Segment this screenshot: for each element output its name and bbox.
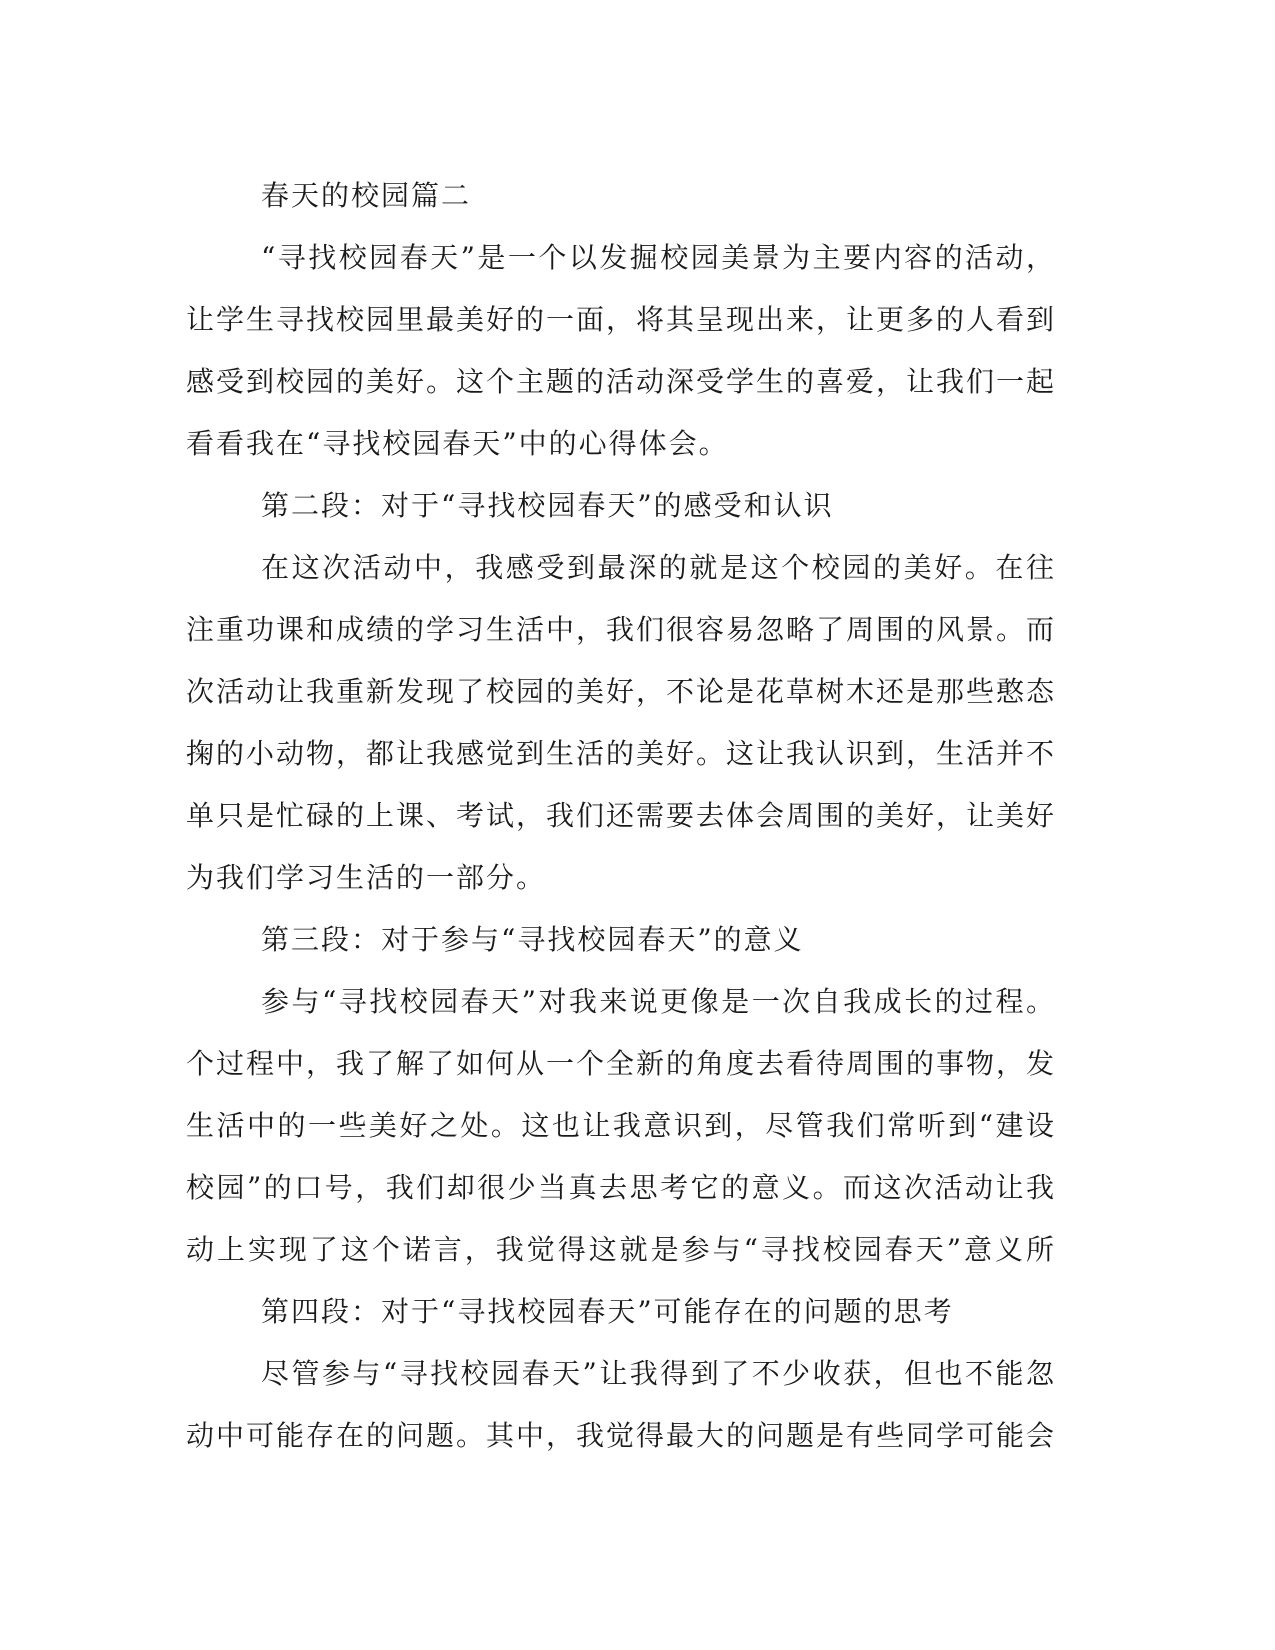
section-heading: 第二段：对于“寻找校园春天”的感受和认识	[261, 489, 834, 522]
paragraph-line: 注重功课和成绩的学习生活中，我们很容易忽略了周围的风景。而	[186, 613, 1056, 646]
paragraph-line: 看看我在“寻找校园春天”中的心得体会。	[186, 427, 729, 460]
paragraph-line: 感受到校园的美好。这个主题的活动深受学生的喜爱，让我们一起	[186, 365, 1056, 398]
paragraph-line: 单只是忙碌的上课、考试，我们还需要去体会周围的美好，让美好	[186, 799, 1056, 832]
document-body	[186, 165, 1056, 1467]
paragraph-line: 尽管参与“寻找校园春天”让我得到了不少收获，但也不能忽	[261, 1357, 1056, 1390]
paragraph-line: 为我们学习生活的一部分。	[186, 861, 547, 894]
paragraph-line: 生活中的一些美好之处。这也让我意识到，尽管我们常听到“建设	[186, 1109, 1056, 1142]
section-heading: 春天的校园篇二	[261, 179, 472, 212]
paragraph-line: 次活动让我重新发现了校园的美好，不论是花草树木还是那些憨态	[186, 675, 1056, 708]
paragraph-line: 动中可能存在的问题。其中，我觉得最大的问题是有些同学可能会	[186, 1419, 1056, 1452]
paragraph-line: 校园”的口号，我们却很少当真去思考它的意义。而这次活动让我	[186, 1171, 1056, 1204]
paragraph-line: “寻找校园春天”是一个以发掘校园美景为主要内容的活动，	[261, 241, 1056, 274]
section-heading: 第三段：对于参与“寻找校园春天”的意义	[261, 923, 804, 956]
paragraph-line: 个过程中，我了解了如何从一个全新的角度去看待周围的事物，发	[186, 1047, 1056, 1080]
paragraph-line: 让学生寻找校园里最美好的一面，将其呈现出来，让更多的人看到	[186, 303, 1056, 336]
paragraph-line: 动上实现了这个诺言，我觉得这就是参与“寻找校园春天”意义所	[186, 1233, 1056, 1266]
paragraph-line: 参与“寻找校园春天”对我来说更像是一次自我成长的过程。	[261, 985, 1056, 1018]
paragraph-line: 在这次活动中，我感受到最深的就是这个校园的美好。在往	[261, 551, 1056, 584]
paragraph-line: 掬的小动物，都让我感觉到生活的美好。这让我认识到，生活并不	[186, 737, 1056, 770]
section-heading: 第四段：对于“寻找校园春天”可能存在的问题的思考	[261, 1295, 954, 1328]
